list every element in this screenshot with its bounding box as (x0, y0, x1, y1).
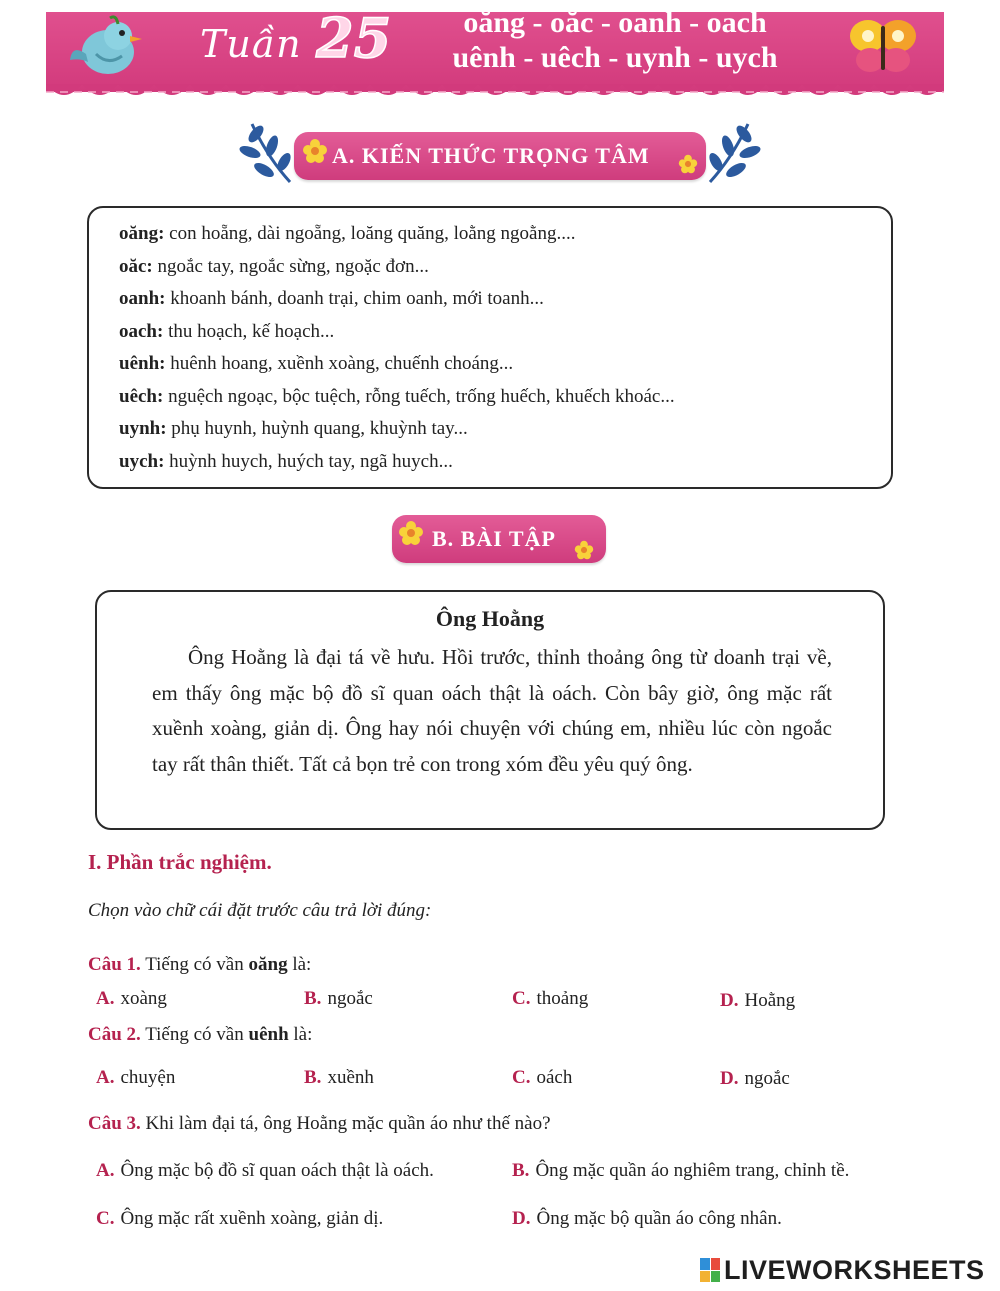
rhyme-knowledge-box (87, 206, 893, 489)
logo-mark-icon (700, 1258, 720, 1282)
butterfly-icon (848, 14, 918, 78)
q2-option-d[interactable]: D. ngoắc (720, 1068, 790, 1089)
story-box (95, 590, 885, 830)
q3-option-b[interactable]: B. Ông mặc quần áo nghiêm trang, chỉnh tề. (512, 1160, 850, 1181)
q3-option-c[interactable]: C. Ông mặc rất xuềnh xoàng, giản dị. (96, 1208, 384, 1229)
question-1: Câu 1. Tiếng có vần oăng là: (88, 954, 312, 975)
rhymes-line-1: oăng - oăc - oanh - oach (463, 6, 767, 39)
story-text: Ông Hoằng là đại tá về hưu. Hồi trước, thỉnh thoảng ông từ doanh trại về, em thấy ông mặc bộ đồ sĩ quan oách thật là oách. Còn bây giờ, ông mặc rất xuềnh xoàng, giản dị. Ông hay nói chuyện với chúng em, nhiều lúc còn ngoắc tay rất thân thiết. Tất cả bọn trẻ con trong xóm đều yêu quý ông. (152, 645, 832, 776)
q2-option-b[interactable]: B. xuềnh (304, 1067, 374, 1088)
q3-option-d[interactable]: D. Ông mặc bộ quần áo công nhân. (512, 1208, 782, 1229)
rhyme-row: oach: thu hoạch, kế hoạch... (119, 320, 335, 342)
flower-icon (574, 540, 594, 560)
question-2: Câu 2. Tiếng có vần uênh là: (88, 1024, 313, 1045)
rhymes-line-2: uênh - uêch - uynh - uych (452, 41, 778, 74)
section-b-title: B. BÀI TẬP (392, 515, 606, 563)
rhyme-row: oăc: ngoắc tay, ngoắc sừng, ngoặc đơn... (119, 255, 429, 277)
logo-text: LIVEWORKSHEETS (724, 1254, 985, 1285)
leaf-sprig-icon (702, 118, 762, 188)
q1-option-b[interactable]: B. ngoắc (304, 988, 373, 1009)
flower-icon (302, 138, 328, 164)
leaf-sprig-icon (238, 118, 298, 188)
liveworksheets-logo (700, 1255, 985, 1285)
q1-option-d[interactable]: D. Hoằng (720, 990, 796, 1011)
banner-scallop-edge (46, 84, 944, 106)
section-a-title: A. KIẾN THỨC TRỌNG TÂM (294, 132, 706, 180)
bird-icon (66, 14, 146, 80)
rhyme-row: uênh: huênh hoang, xuềnh xoàng, chuếnh choáng... (119, 353, 514, 374)
q1-option-a[interactable]: A. xoàng (96, 988, 167, 1009)
question-3: Câu 3. Khi làm đại tá, ông Hoằng mặc quần áo như thế nào? (88, 1113, 551, 1134)
flower-icon (398, 520, 424, 546)
week-number: 25 (316, 6, 392, 70)
story-title: Ông Hoằng (435, 606, 545, 631)
quiz-section-title: I. Phần trắc nghiệm. (88, 850, 272, 874)
q2-option-c[interactable]: C. oách (512, 1067, 573, 1088)
flower-icon (678, 154, 698, 174)
week-label: Tuần (200, 22, 302, 66)
rhyme-row: uynh: phụ huynh, huỳnh quang, khuỳnh tay... (119, 418, 468, 439)
rhyme-row: oăng: con hoẵng, dài ngoẵng, loăng quăng, loằng ngoằng.... (119, 223, 576, 244)
rhyme-row: uych: huỳnh huych, huých tay, ngã huych... (119, 450, 453, 472)
q1-option-c[interactable]: C. thoảng (512, 988, 589, 1009)
rhyme-row: oanh: khoanh bánh, doanh trại, chim oanh, mới toanh... (119, 288, 544, 309)
q2-option-a[interactable]: A. chuyện (96, 1067, 176, 1088)
q3-option-a[interactable]: A. Ông mặc bộ đồ sĩ quan oách thật là oách. (96, 1160, 434, 1181)
rhyme-row: uêch: nguệch ngoạc, bộc tuệch, rỗng tuếch, trống huếch, khuếch khoác... (119, 385, 675, 407)
quiz-instruction: Chọn vào chữ cái đặt trước câu trả lời đúng: (88, 900, 432, 921)
